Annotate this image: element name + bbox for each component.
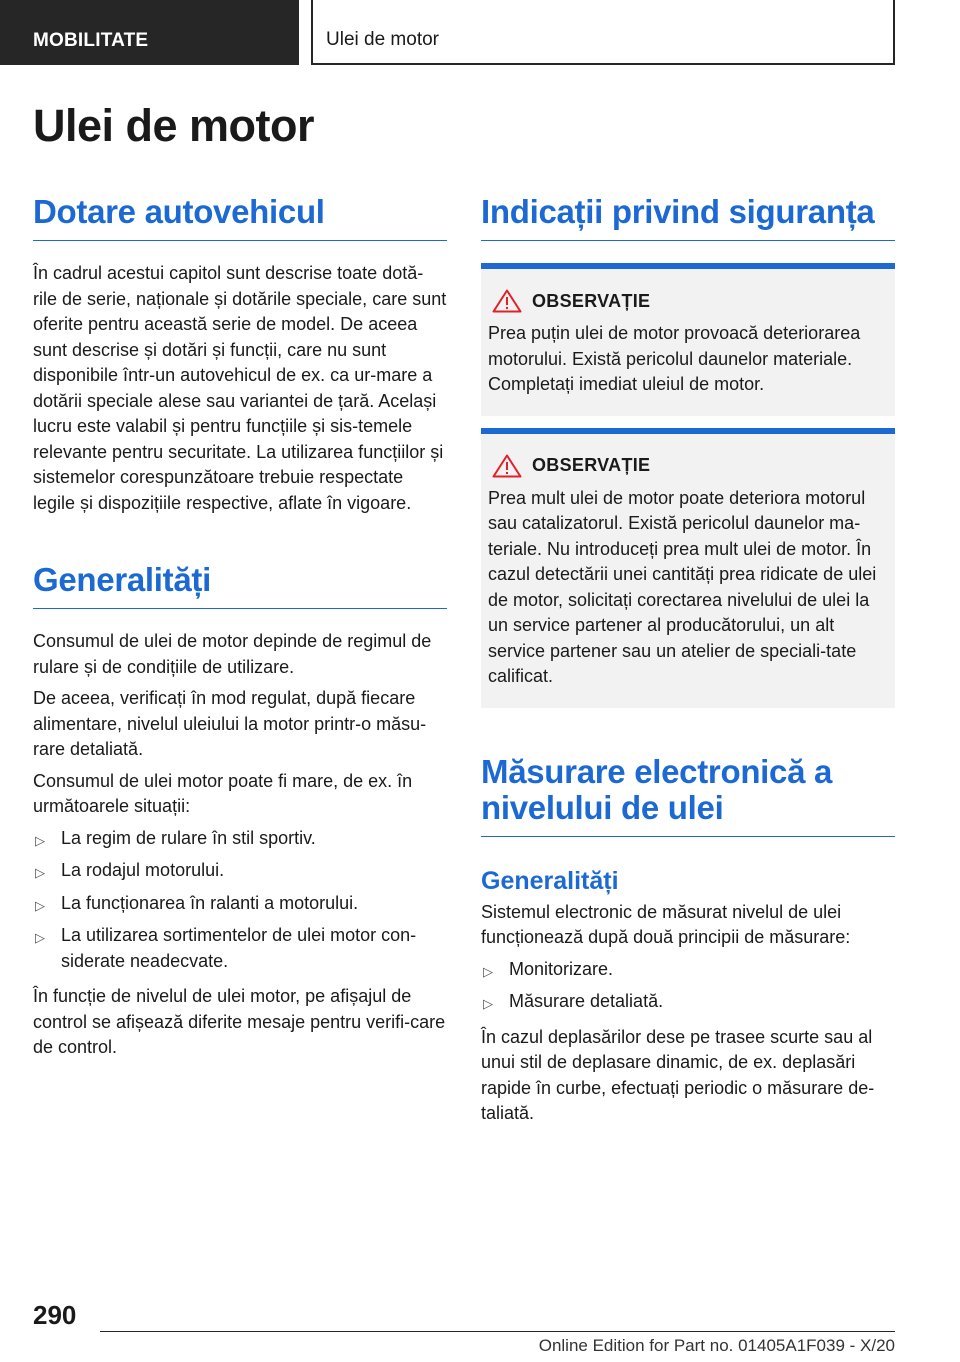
list-item [33,923,447,974]
paragraph-verificare: De aceea, verificați în mod regulat, după fiecare alimentare, nivelul uleiului la motor printr-o măsu-rare detaliată. [33,688,427,759]
triangle-right-icon: ▷ [35,832,45,848]
header-section-tab: MOBILITATE [0,0,299,65]
heading-dotare-autovehicul: Dotare autovehicul [33,190,447,241]
paragraph-consum: Consumul de ulei de motor depinde de regimul de rulare și de condițiile de utilizare. [33,631,432,677]
right-column [481,190,895,1133]
paragraph-principii: Sistemul electronic de măsurat nivelul de ulei funcționează după două principii de măsurare: [481,901,851,947]
paragraph-deplasari: În cazul deplasărilor dese pe trasee scurte sau al unui stil de deplasare dinamic, de ex. deplasări rapide în curbe, efectuați periodic o măsurare de-taliată. [481,1026,875,1123]
heading-indicatii-siguranta: Indicații privind siguranța [481,190,895,241]
page-number: 290 [33,1300,77,1330]
triangle-right-icon: ▷ [35,897,45,913]
list-item-text: La regim de rulare în stil sportiv. [61,827,316,848]
list-item [33,858,447,884]
list-item [481,957,895,983]
warning-note [481,263,895,416]
list-situatii [33,826,447,975]
heading-generalitati: Generalități [33,558,447,609]
list-principii [481,957,895,1015]
list-item-text: Măsurare detaliată. [509,991,664,1011]
list-item-text: La rodajul motorului. [61,860,225,880]
header-topic: Ulei de motor [311,0,895,65]
list-item-text: La funcționarea în ralanti a motorului. [61,892,359,913]
triangle-right-icon: ▷ [483,996,493,1011]
list-item [33,891,447,917]
list-item-text: La utilizarea sortimentelor de ulei motor con-siderate neadecvate. [61,925,417,971]
list-item [481,989,895,1015]
warning-note [481,428,895,708]
triangle-right-icon: ▷ [483,963,493,979]
footer-edition: Online Edition for Part no. 01405A1F039 - X/20 [538,1336,895,1355]
warning-triangle-icon [492,454,522,478]
paragraph-situatii: Consumul de ulei motor poate fi mare, de ex. în următoarele situații: [33,770,413,816]
note-title: OBSERVAȚIE [532,290,651,311]
subheading-generalitati: Generalități [481,866,619,895]
paragraph-mesaje: În funcție de nivelul de ulei motor, pe afișajul de control se afișează diferite mesaje pentru verifi-care de control. [33,986,446,1057]
page-title: Ulei de motor [33,100,315,151]
heading-masurare-electronica: Măsurare electronică a nivelului de ulei [481,750,895,837]
footer-divider [100,1331,895,1332]
list-item-text: Monitorizare. [509,958,614,979]
triangle-right-icon: ▷ [35,865,45,880]
note-text: Prea mult ulei de motor poate deteriora motorul sau catalizatorul. Există pericolul daunelor ma-teriale. Nu introduceți prea mult ulei de motor. În cazul detectării unei cantități prea ridicate de ulei de motor, solicitați corectarea nivelului de ulei la un service partener al producătorului, un alt service partener sau un atelier de speciali-tate calificat. [488,487,877,686]
warning-triangle-icon [492,289,522,313]
note-text: Prea puțin ulei de motor provoacă deteriorarea motorului. Există pericolul daunelor materiale. Completați imediat uleiul de motor. [488,323,861,394]
list-item [33,826,447,852]
triangle-right-icon: ▷ [35,930,45,945]
note-title: OBSERVAȚIE [532,455,651,475]
left-column [33,190,447,1067]
paragraph-dotare: În cadrul acestui capitol sunt descrise toate dotă-rile de serie, naționale și dotările speciale, care sunt oferite pentru această serie de model. De aceea sunt descrise și dotări și funcții, care nu sunt disponibile într-un autovehicul de ex. ca ur-mare a dotării speciale alese sau variantei de țară. Același lucru este valabil și pentru funcțiile și sis-temele relevante pentru securitate. La utilizarea funcțiilor și sistemelor corespunzătoare trebuie respectate legile și dispozițiile respective, aflate în vigoare. [33,263,447,513]
